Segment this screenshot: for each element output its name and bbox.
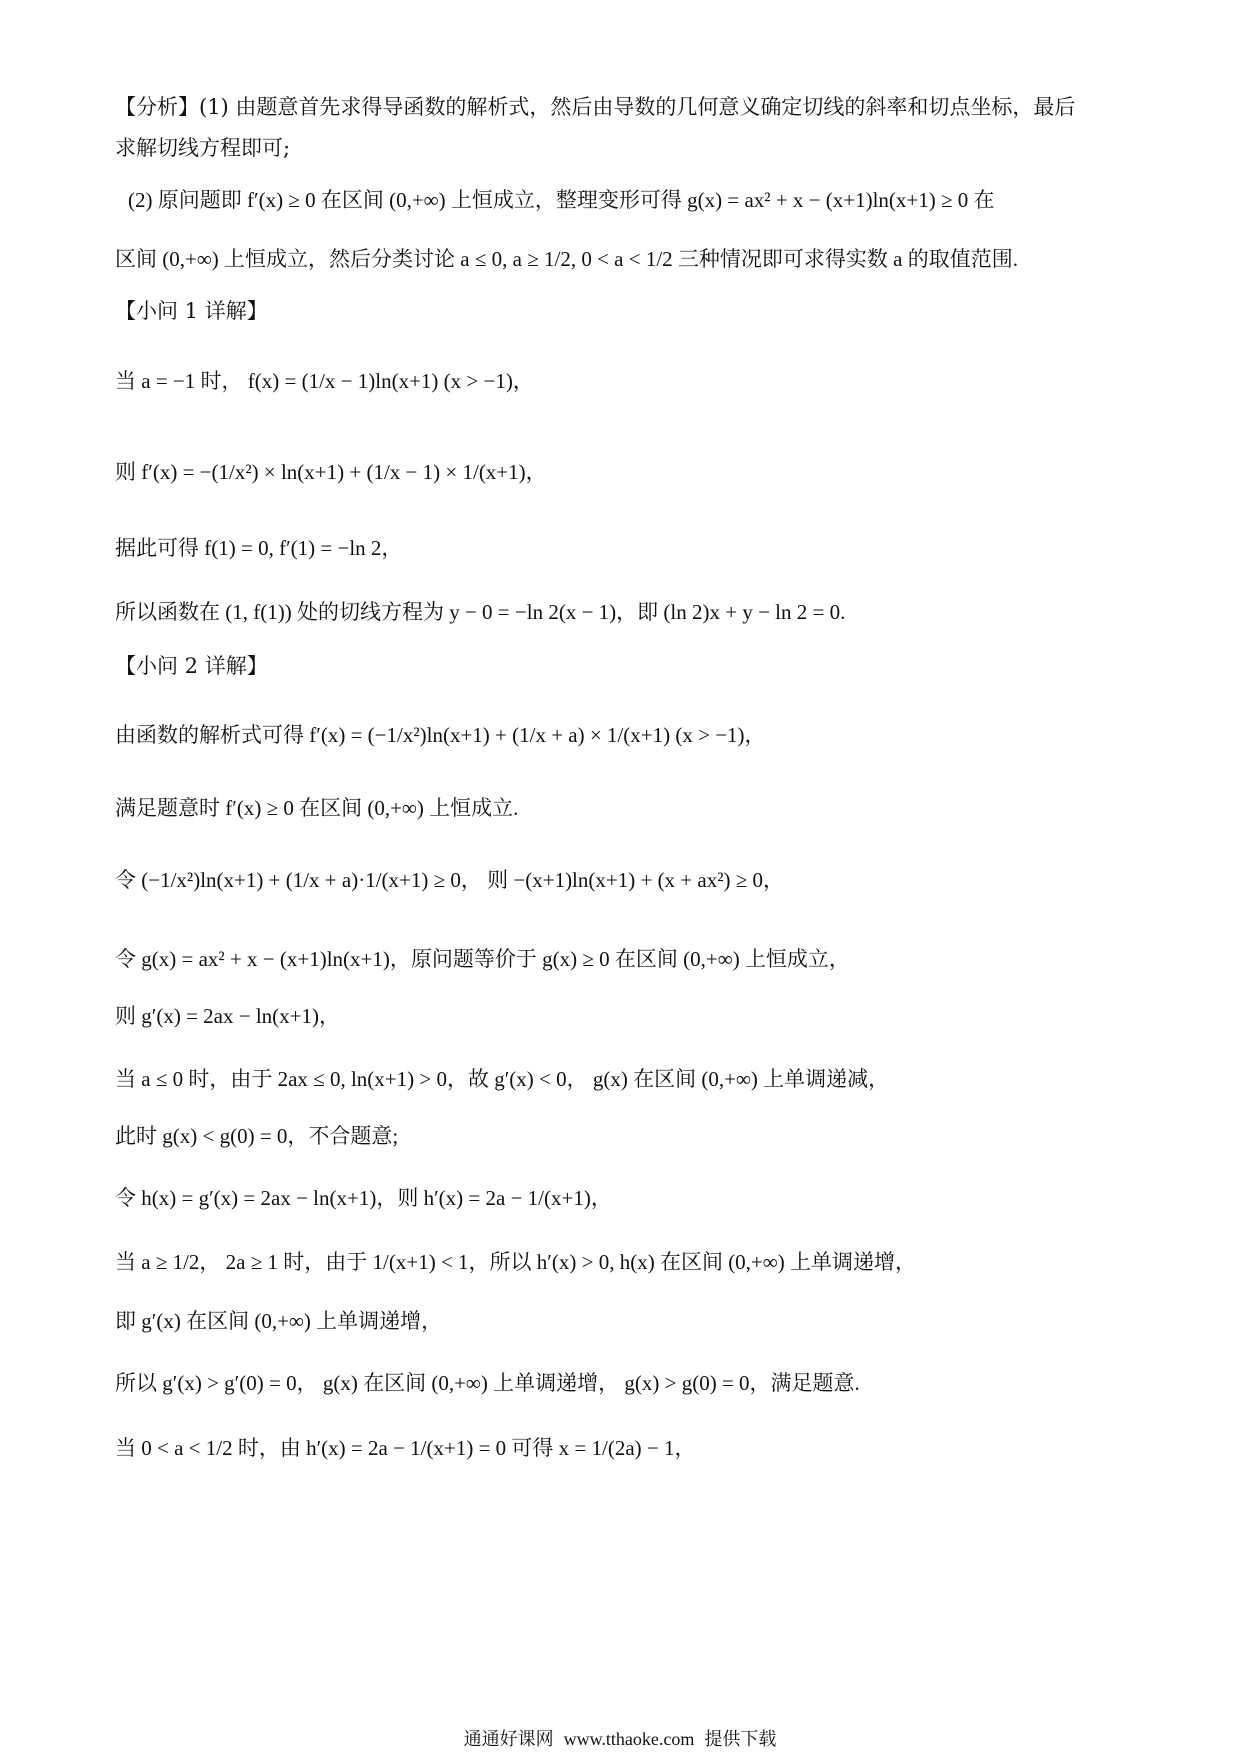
text-line: 即 g′(x) 在区间 (0,+∞) 上单调递增， xyxy=(115,1309,443,1333)
text-line: 令 (−1/x²)ln(x+1) + (1/x + a)·1/(x+1) ≥ 0， 则 −(x+1)ln(x+1) + (x + ax²) ≥ 0， xyxy=(115,868,785,892)
section-heading: 【小问 2 详解】 xyxy=(115,654,268,678)
text-line: 当 a ≥ 1/2， 2a ≥ 1 时，由于 1/(x+1) < 1，所以 h′(x) > 0, h(x) 在区间 (0,+∞) 上单调递增， xyxy=(115,1250,916,1274)
text-line: 则 f′(x) = −(1/x²) × ln(x+1) + (1/x − 1) × 1/(x+1)， xyxy=(115,460,547,484)
text-line: 令 h(x) = g′(x) = 2ax − ln(x+1)，则 h′(x) = 2a − 1/(x+1)， xyxy=(115,1186,612,1210)
text-line: 【分析】(1) 由题意首先求得导函数的解析式，然后由导数的几何意义确定切线的斜率和切点坐标，最后 xyxy=(115,95,1076,119)
text-line: 所以 g′(x) > g′(0) = 0， g(x) 在区间 (0,+∞) 上单调递增， g(x) > g(0) = 0，满足题意. xyxy=(115,1371,860,1395)
text-line: 当 0 < a < 1/2 时，由 h′(x) = 2a − 1/(x+1) = 0 可得 x = 1/(2a) − 1， xyxy=(115,1436,696,1460)
text-line: 由函数的解析式可得 f′(x) = (−1/x²)ln(x+1) + (1/x + a) × 1/(x+1) (x > −1)， xyxy=(115,723,766,747)
text-line: 据此可得 f(1) = 0, f′(1) = −ln 2， xyxy=(115,536,403,560)
text-line: 满足题意时 f′(x) ≥ 0 在区间 (0,+∞) 上恒成立. xyxy=(115,796,519,820)
text-line: 所以函数在 (1, f(1)) 处的切线方程为 y − 0 = −ln 2(x − 1)，即 (ln 2)x + y − ln 2 = 0. xyxy=(115,600,846,624)
footer-suffix: 提供下载 xyxy=(704,1729,777,1750)
section-heading: 【小问 1 详解】 xyxy=(115,299,268,323)
text-line: 当 a ≤ 0 时，由于 2ax ≤ 0, ln(x+1) > 0，故 g′(x) < 0， g(x) 在区间 (0,+∞) 上单调递减， xyxy=(115,1067,890,1091)
text-line: 求解切线方程即可; xyxy=(115,136,291,160)
text-line: 当 a = −1 时， f(x) = (1/x − 1)ln(x+1) (x > −1)， xyxy=(115,369,534,393)
footer-site-name: 通通好课网 xyxy=(463,1729,554,1750)
text-line: 此时 g(x) < g(0) = 0，不合题意; xyxy=(115,1124,399,1148)
footer-url: www.tthaoke.com xyxy=(563,1729,695,1749)
text-line: 则 g′(x) = 2ax − ln(x+1)， xyxy=(115,1004,341,1028)
page-footer xyxy=(0,1728,1240,1751)
text-line: (2) 原问题即 f′(x) ≥ 0 在区间 (0,+∞) 上恒成立，整理变形可得 g(x) = ax² + x − (x+1)ln(x+1) ≥ 0 在 xyxy=(128,188,995,212)
text-line: 令 g(x) = ax² + x − (x+1)ln(x+1)，原问题等价于 g(x) ≥ 0 在区间 (0,+∞) 上恒成立， xyxy=(115,947,850,971)
text-line: 区间 (0,+∞) 上恒成立，然后分类讨论 a ≤ 0, a ≥ 1/2, 0 < a < 1/2 三种情况即可求得实数 a 的取值范围. xyxy=(115,247,1018,271)
